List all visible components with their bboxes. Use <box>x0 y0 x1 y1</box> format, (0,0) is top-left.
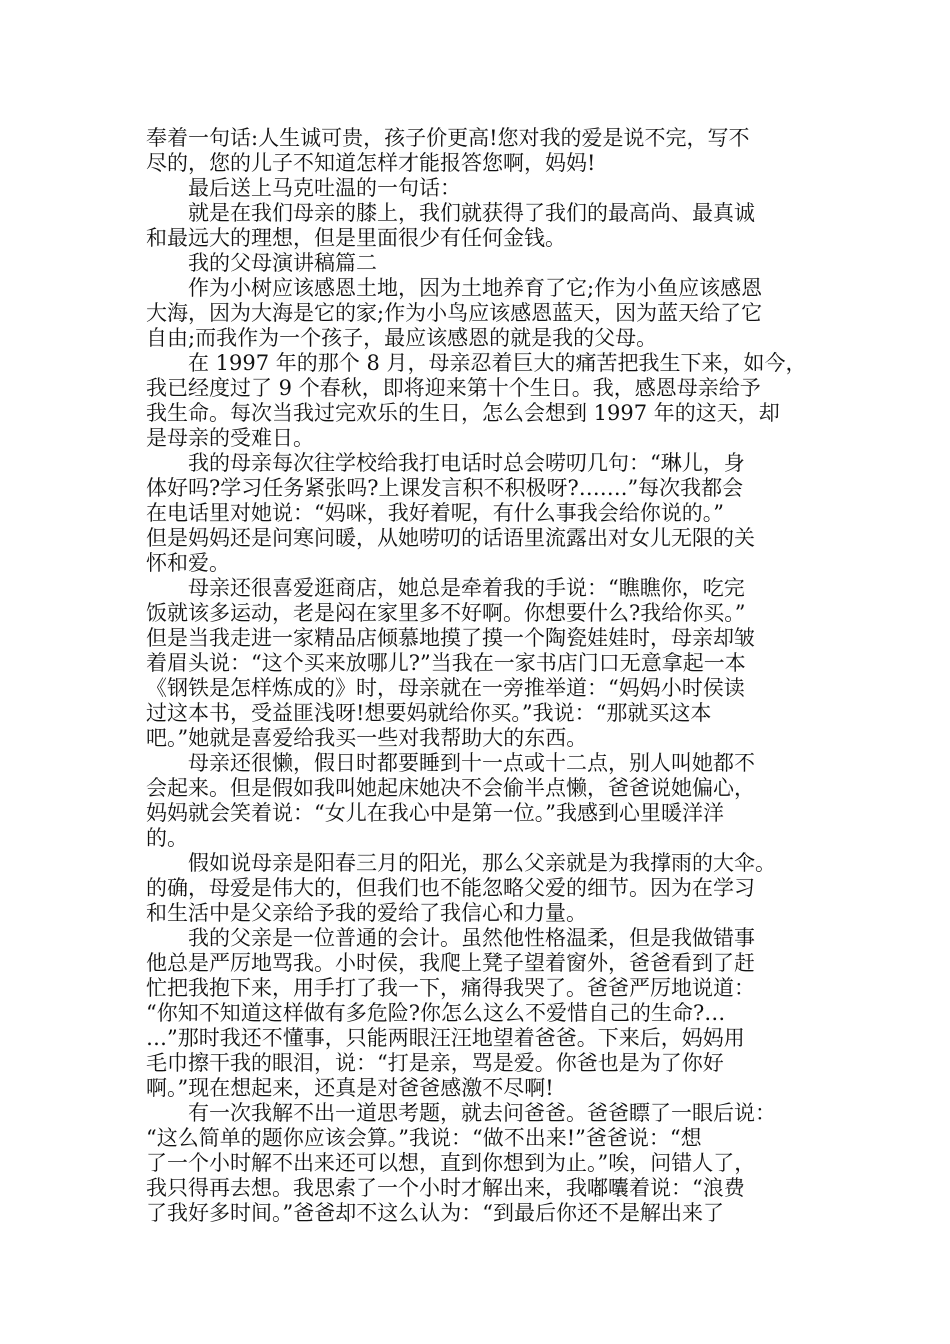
text-line: 毛巾擦干我的眼泪，说：“打是亲，骂是爱。你爸也是为了你好 <box>146 1051 724 1075</box>
text-line: 大海，因为大海是它的家;作为小鸟应该感恩蓝天，因为蓝天给了它 <box>146 301 763 325</box>
text-line: 着眉头说：“这个买来放哪儿?”当我在一家书店门口无意拿起一本 <box>146 651 746 675</box>
text-line: 作为小树应该感恩土地，因为土地养育了它;作为小鱼应该感恩 <box>188 276 763 300</box>
text-line: 的确，母爱是伟大的，但我们也不能忽略父爱的细节。因为在学习 <box>146 876 755 900</box>
text-line: …”那时我还不懂事，只能两眼汪汪地望着爸爸。下来后，妈妈用 <box>146 1026 745 1050</box>
text-line: 怀和爱。 <box>146 551 230 575</box>
text-line: 我的父母演讲稿篇二 <box>188 251 377 275</box>
text-line: “你知不知道这样做有多危险?你怎么这么不爱惜自己的生命?… <box>146 1001 726 1025</box>
text-line: 了我好多时间。”爸爸却不这么认为：“到最后你还不是解出来了 <box>146 1201 724 1225</box>
text-line: 我生命。每次当我过完欢乐的生日，怎么会想到 1997 年的这天，却 <box>146 401 780 425</box>
text-line: 我已经度过了 9 个春秋，即将迎来第十个生日。我，感恩母亲给予 <box>146 376 761 400</box>
text-line: 的。 <box>146 826 188 850</box>
text-line: 有一次我解不出一道思考题，就去问爸爸。爸爸瞟了一眼后说： <box>188 1101 776 1125</box>
text-line: 在 1997 年的那个 8 月，母亲忍着巨大的痛苦把我生下来，如今， <box>188 351 807 375</box>
text-line: 就是在我们母亲的膝上，我们就获得了我们的最高尚、最真诚 <box>188 201 755 225</box>
text-line: 《钢铁是怎样炼成的》时，母亲就在一旁推举道：“妈妈小时侯读 <box>146 676 745 700</box>
text-line: 母亲还很懒，假日时都要睡到十一点或十二点，别人叫她都不 <box>188 751 755 775</box>
text-line: 但是当我走进一家精品店倾慕地摸了摸一个陶瓷娃娃时，母亲却皱 <box>146 626 755 650</box>
text-line: 假如说母亲是阳春三月的阳光，那么父亲就是为我撑雨的大伞。 <box>188 851 776 875</box>
text-line: 我的母亲每次往学校给我打电话时总会唠叨几句：“琳儿，身 <box>188 451 745 475</box>
text-line: 体好吗?学习任务紧张吗?上课发言积不积极呀?…….”每次我都会 <box>146 476 744 500</box>
text-line: 在电话里对她说：“妈咪，我好着呢，有什么事我会给你说的。” <box>146 501 724 525</box>
text-line: 他总是严厉地骂我。小时侯，我爬上凳子望着窗外，爸爸看到了赶 <box>146 951 755 975</box>
text-line: 尽的，您的儿子不知道怎样才能报答您啊，妈妈! <box>146 151 596 175</box>
text-line: 最后送上马克吐温的一句话： <box>188 176 461 200</box>
text-line: 吧。”她就是喜爱给我买一些对我帮助大的东西。 <box>146 726 588 750</box>
text-line: 我只得再去想。我思索了一个小时才解出来，我嘟囔着说：“浪费 <box>146 1176 745 1200</box>
body-text <box>146 126 812 1226</box>
text-line: 啊。”现在想起来，还真是对爸爸感激不尽啊! <box>146 1076 554 1100</box>
text-line: “这么简单的题你应该会算。”我说：“做不出来!”爸爸说：“想 <box>146 1126 702 1150</box>
text-line: 是母亲的受难日。 <box>146 426 314 450</box>
text-line: 奉着一句话:人生诚可贵，孩子价更高!您对我的爱是说不完，写不 <box>146 126 750 150</box>
text-line: 但是妈妈还是问寒问暖，从她唠叨的话语里流露出对女儿无限的关 <box>146 526 755 550</box>
text-line: 自由;而我作为一个孩子，最应该感恩的就是我的父母。 <box>146 326 658 350</box>
text-line: 饭就该多运动，老是闷在家里多不好啊。你想要什么?我给你买。” <box>146 601 746 625</box>
text-line: 我的父亲是一位普通的会计。虽然他性格温柔，但是我做错事 <box>188 926 755 950</box>
text-line: 和最远大的理想，但是里面很少有任何金钱。 <box>146 226 566 250</box>
text-line: 忙把我抱下来，用手打了我一下，痛得我哭了。爸爸严厉地说道： <box>146 976 755 1000</box>
text-line: 会起来。但是假如我叫她起床她决不会偷半点懒，爸爸说她偏心， <box>146 776 755 800</box>
text-line: 过这本书，受益匪浅呀!想要妈就给你买。”我说：“那就买这本 <box>146 701 712 725</box>
text-line: 妈妈就会笑着说：“女儿在我心中是第一位。”我感到心里暖洋洋 <box>146 801 724 825</box>
text-line: 母亲还很喜爱逛商店，她总是牵着我的手说：“瞧瞧你，吃完 <box>188 576 745 600</box>
text-line: 和生活中是父亲给予我的爱给了我信心和力量。 <box>146 901 587 925</box>
text-line: 了一个小时解不出来还可以想，直到你想到为止。”唉，问错人了， <box>146 1151 756 1175</box>
